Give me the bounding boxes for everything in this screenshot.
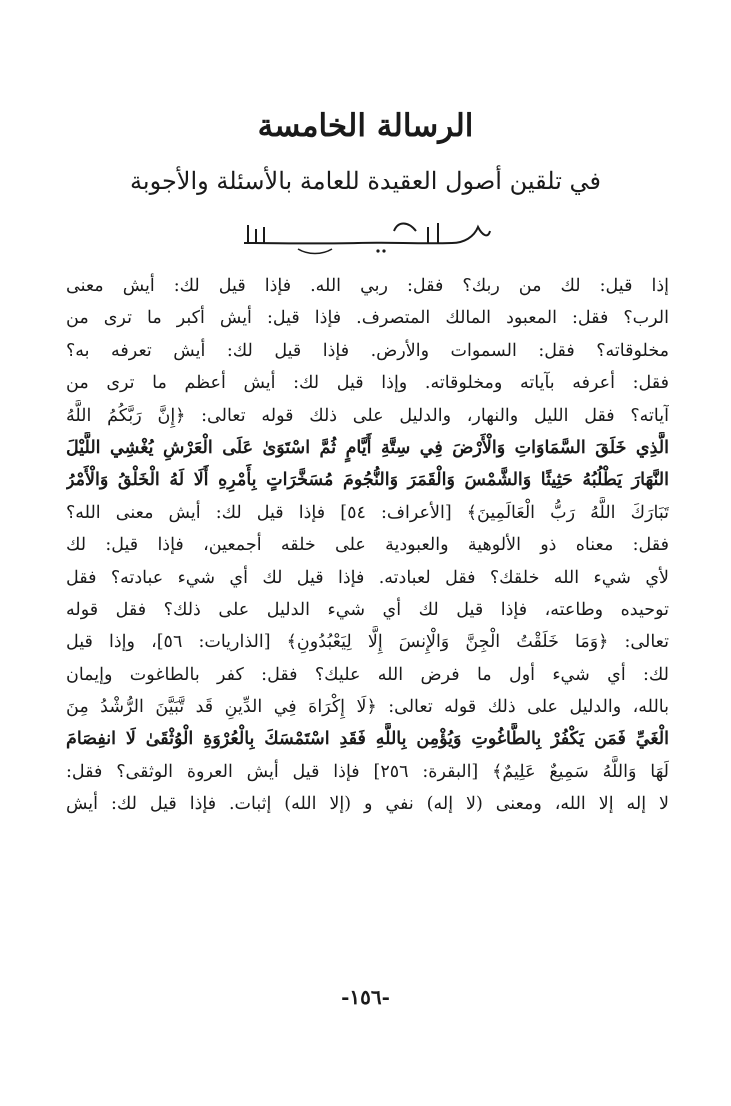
body-line: لأي شيء الله خلقك؟ فقل لعبادته. فإذا قيل لك أي شيء عبادته؟ فقل <box>66 567 669 588</box>
basmala-calligraphy <box>238 213 494 259</box>
body-line: فقل: أعرفه بآياته ومخلوقاته. وإذا قيل لك: أيش أعظم ما ترى من <box>66 373 669 394</box>
body-text <box>66 270 669 821</box>
body-line: لك: أي شيء أول ما فرض الله عليك؟ فقل: كفر بالطاغوت وإيمان <box>66 664 669 685</box>
body-line: توحيده وطاعته، فإذا قيل لك أي شيء الدليل على ذلك؟ فقل قوله <box>66 599 669 620</box>
body-line: بالله، والدليل على ذلك قوله تعالى: ﴿لَا إِكْرَاهَ فِي الدِّينِ قَد تَّبَيَّنَ الرُّشْدُ مِنَ <box>66 697 669 718</box>
quran-verse-line: الْغَيِّ فَمَن يَكْفُرْ بِالطَّاغُوتِ وَيُؤْمِن بِاللَّهِ فَقَدِ اسْتَمْسَكَ بِالْعُرْوَةِ الْوُثْقَىٰ لَا انفِصَامَ <box>66 729 669 750</box>
page-title: الرسالة الخامسة <box>257 108 474 144</box>
body-line: لا إله إلا الله، ومعنى (لا إله) نفي و (إلا الله) إثبات. فإذا قيل لك: أيش <box>66 794 669 815</box>
body-line: آياته؟ فقل الليل والنهار، والدليل على ذلك قوله تعالى: ﴿إِنَّ رَبَّكُمُ اللَّهُ <box>66 405 669 426</box>
body-line: تَبَارَكَ اللَّهُ رَبُّ الْعَالَمِينَ﴾ [الأعراف: ٥٤] فإذا قيل لك: أيش معنى الله؟ <box>66 502 669 523</box>
quran-verse-line: النَّهَارَ يَطْلُبُهُ حَثِيثًا وَالشَّمْسَ وَالْقَمَرَ وَالنُّجُومَ مُسَخَّرَاتٍ بِأَمْرِهِ أَلَا لَهُ الْخَلْقُ وَالْأَمْرُ <box>66 470 669 491</box>
quran-verse-line: الَّذِي خَلَقَ السَّمَاوَاتِ وَالْأَرْضَ فِي سِتَّةِ أَيَّامٍ ثُمَّ اسْتَوَىٰ عَلَى الْعَرْشِ يُغْشِي اللَّيْلَ <box>66 437 669 458</box>
body-line: لَهَا وَاللَّهُ سَمِيعٌ عَلِيمٌ﴾ [البقرة: ٢٥٦] فإذا قيل أيش العروة الوثقى؟ فقل: <box>66 761 669 782</box>
body-line: الرب؟ فقل: المعبود المالك المتصرف. فإذا قيل: أيش أكبر ما ترى من <box>66 308 669 329</box>
page-number: -١٥٦- <box>341 985 390 1009</box>
basmala-calligraphy-icon <box>238 213 494 259</box>
page-subtitle: في تلقين أصول العقيدة للعامة بالأسئلة والأجوبة <box>130 167 601 195</box>
body-line: فقل: معناه ذو الألوهية والعبودية على خلقه أجمعين، فإذا قيل: لك <box>66 535 669 556</box>
body-line: تعالى: ﴿وَمَا خَلَقْتُ الْجِنَّ وَالْإِنسَ إِلَّا لِيَعْبُدُونِ﴾ [الذاريات: ٥٦]، وإذا قيل <box>66 632 669 653</box>
body-line: مخلوقاته؟ فقل: السموات والأرض. فإذا قيل لك: أيش تعرفه به؟ <box>66 340 669 361</box>
body-line: إذا قيل: لك من ربك؟ فقل: ربي الله. فإذا قيل لك: أيش معنى <box>66 276 669 296</box>
